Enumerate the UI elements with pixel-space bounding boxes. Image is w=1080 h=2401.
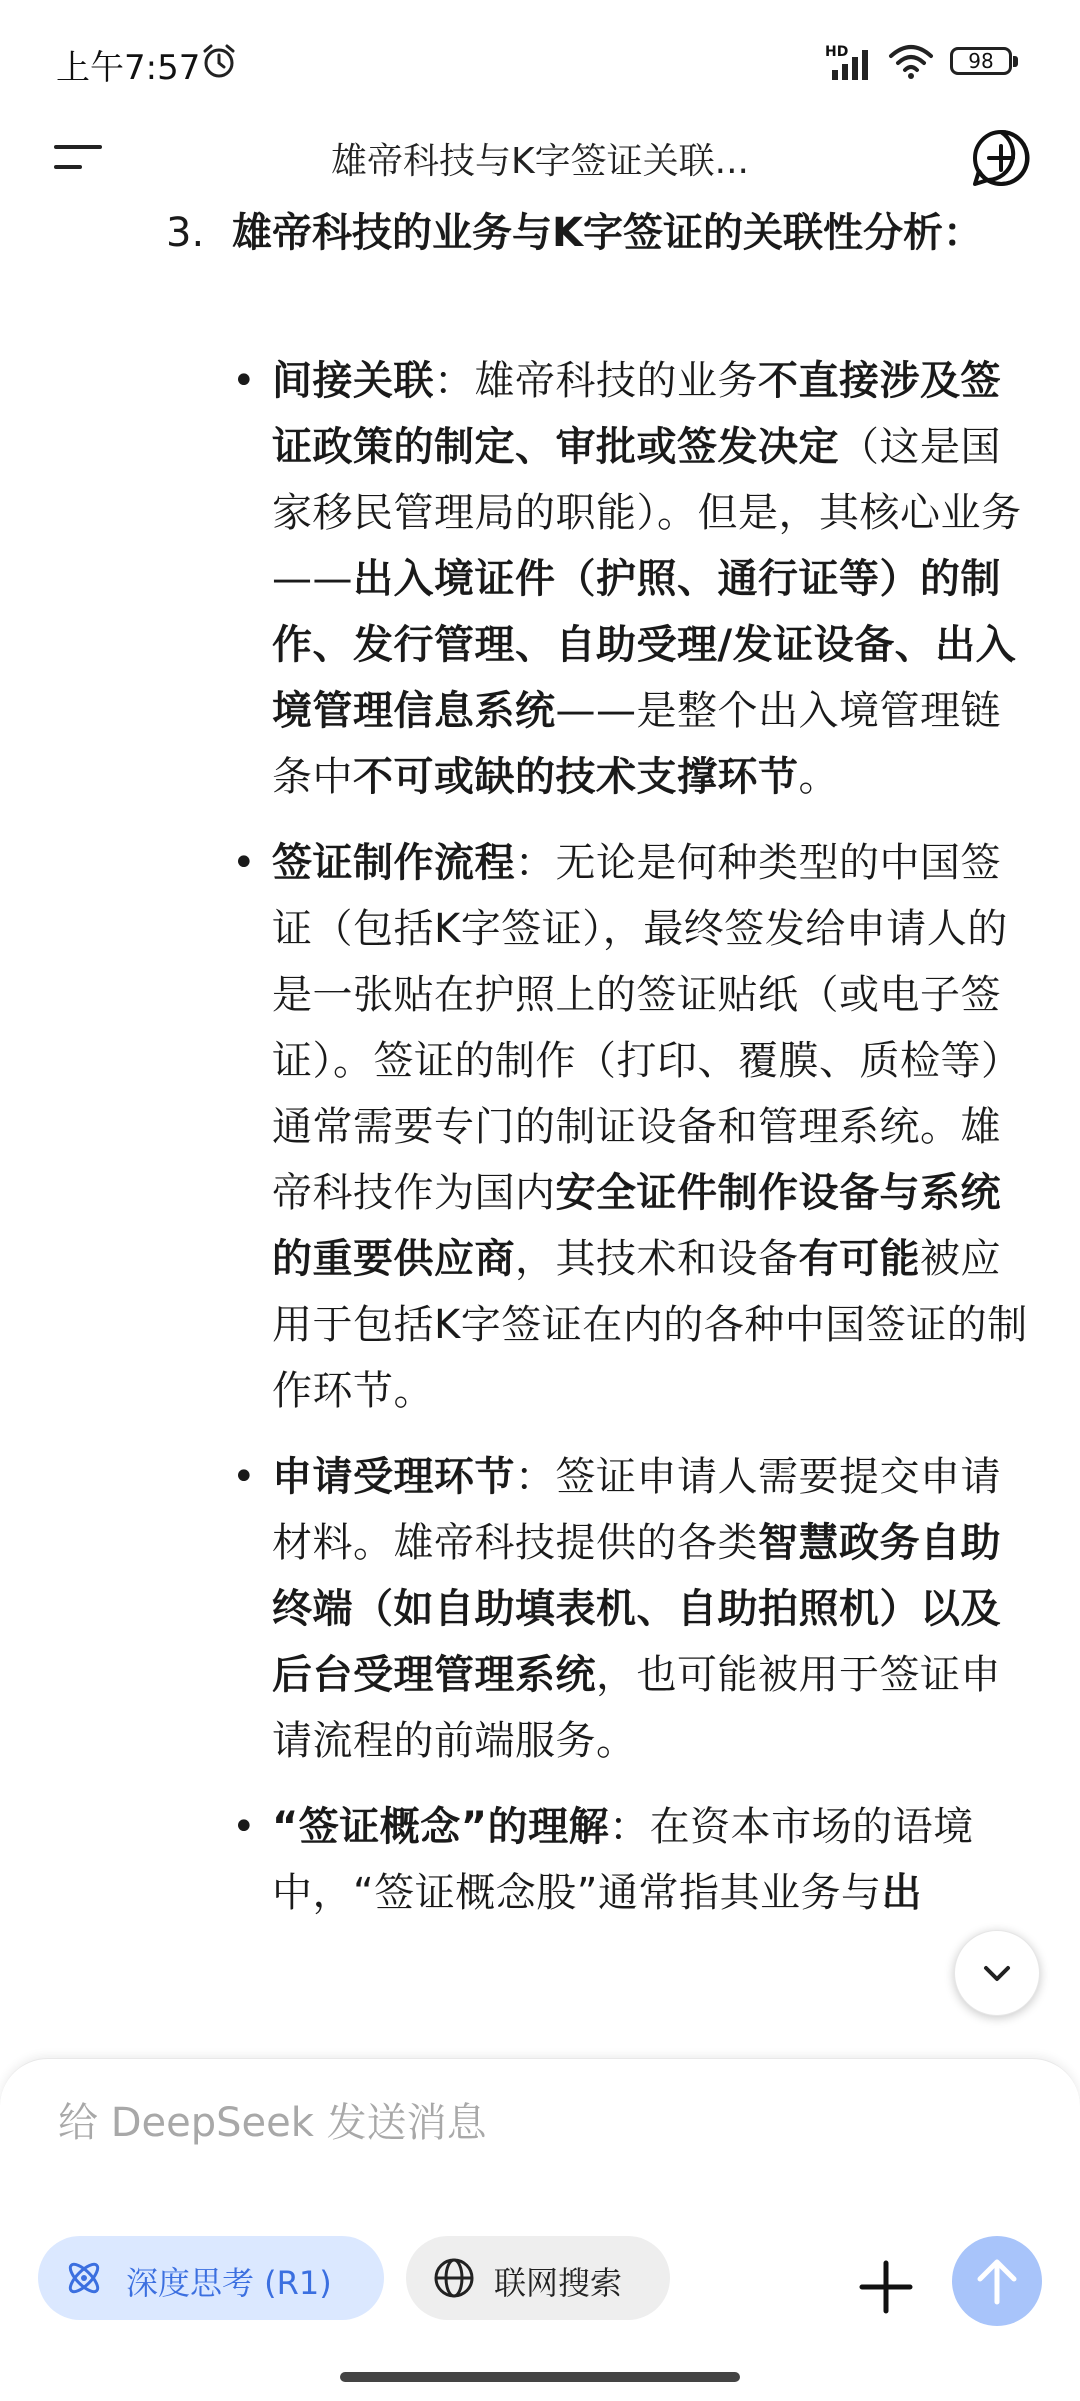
body-text: ，也可能被用于签证申请流程的前端服务。 — [272, 1652, 1001, 1764]
top-bar — [0, 125, 1080, 191]
alarm-icon — [200, 42, 238, 80]
bold-text: 安全证件制作设备与系统的重要供应商 — [272, 1170, 1001, 1282]
send-button[interactable] — [952, 2236, 1042, 2326]
body-text: ：签证申请人需要提交申请材料。雄帝科技提供的各类 — [272, 1454, 1001, 1566]
arrow-up-icon — [972, 2254, 1022, 2308]
body-text: 被应用于包括K字签证在内的各种中国签证的制作环节。 — [272, 1236, 1028, 1414]
new-chat-icon[interactable] — [970, 127, 1032, 189]
wifi-icon — [888, 44, 934, 80]
page-title[interactable]: 雄帝科技与K字签证关联... — [331, 141, 749, 182]
deep-think-label: 深度思考 (R1) — [126, 2264, 332, 2302]
bold-text: 间接关联 — [272, 358, 434, 404]
web-search-button[interactable] — [406, 2236, 670, 2320]
list-item — [232, 348, 1032, 810]
bullet-dot: • — [232, 840, 257, 886]
list-item — [232, 1794, 1032, 1926]
menu-icon[interactable] — [52, 135, 106, 179]
bullet-dot: • — [232, 358, 257, 404]
bullet-dot: • — [232, 1804, 257, 1850]
plus-icon[interactable] — [848, 2249, 924, 2325]
chevron-down-icon — [977, 1953, 1017, 1993]
globe-icon — [432, 2256, 476, 2300]
item-number: 3. — [166, 210, 205, 256]
body-text: ：雄帝科技的业务 — [434, 358, 758, 404]
list-item — [232, 830, 1032, 1424]
signal-icon — [828, 46, 874, 80]
bold-text: 智慧政务自助终端（如自助填表机、自助拍照机）以及后台受理管理系统 — [272, 1520, 1001, 1698]
bold-text: 不直接涉及签证政策的制定、审批或签发决定 — [272, 358, 1001, 470]
body-text: ：无论是何种类型的中国签证（包括K字签证），最终签发给申请人的是一张贴在护照上的签证贴纸（或电子签证）。签证的制作（打印、覆膜、质检等）通常需要专门的制证设备和管理系统。雄帝科技作为国内 — [272, 840, 1022, 1216]
message-content — [0, 200, 1080, 2060]
battery-icon — [950, 47, 1012, 75]
bullet-list — [232, 348, 1032, 1946]
status-time: 上午7:57 — [56, 48, 201, 88]
bullet-dot: • — [232, 1454, 257, 1500]
status-bar — [0, 0, 1080, 125]
body-text: 。 — [798, 754, 839, 800]
bold-text: 签证制作流程 — [272, 840, 515, 886]
home-indicator[interactable] — [340, 2372, 740, 2382]
bold-text: 有可能 — [798, 1236, 920, 1282]
body-text: ——是整个出入境管理链条中 — [272, 688, 1001, 800]
body-text: （这是国家移民管理局的职能）。但是，其核心业务—— — [272, 424, 1022, 602]
section-title: 雄帝科技的业务与K字签证的关联性分析： — [232, 210, 983, 256]
list-item — [232, 1444, 1032, 1774]
battery-level: 98 — [968, 49, 994, 73]
network-hd-label: HD — [825, 44, 849, 60]
atom-icon — [62, 2256, 106, 2300]
bold-text: “签证概念”的理解 — [272, 1804, 610, 1850]
message-input[interactable] — [56, 2077, 1020, 2169]
body-text: ：在资本市场的语境中，“签证概念股”通常指其业务与 — [272, 1804, 974, 1916]
bold-text: 出入境证件（护照、通行证等）的制作、发行管理、自助受理/发证设备、出入境管理信息系统 — [272, 556, 1017, 734]
deep-think-button[interactable] — [38, 2236, 384, 2320]
bold-text: 不可或缺的技术支撑环节 — [353, 754, 799, 800]
bold-text: 出 — [881, 1870, 922, 1916]
composer — [0, 2058, 1080, 2401]
bold-text: 申请受理环节 — [272, 1454, 515, 1500]
web-search-label: 联网搜索 — [494, 2264, 623, 2302]
body-text: ，其技术和设备 — [515, 1236, 799, 1282]
scroll-to-bottom-button[interactable] — [954, 1930, 1040, 2016]
